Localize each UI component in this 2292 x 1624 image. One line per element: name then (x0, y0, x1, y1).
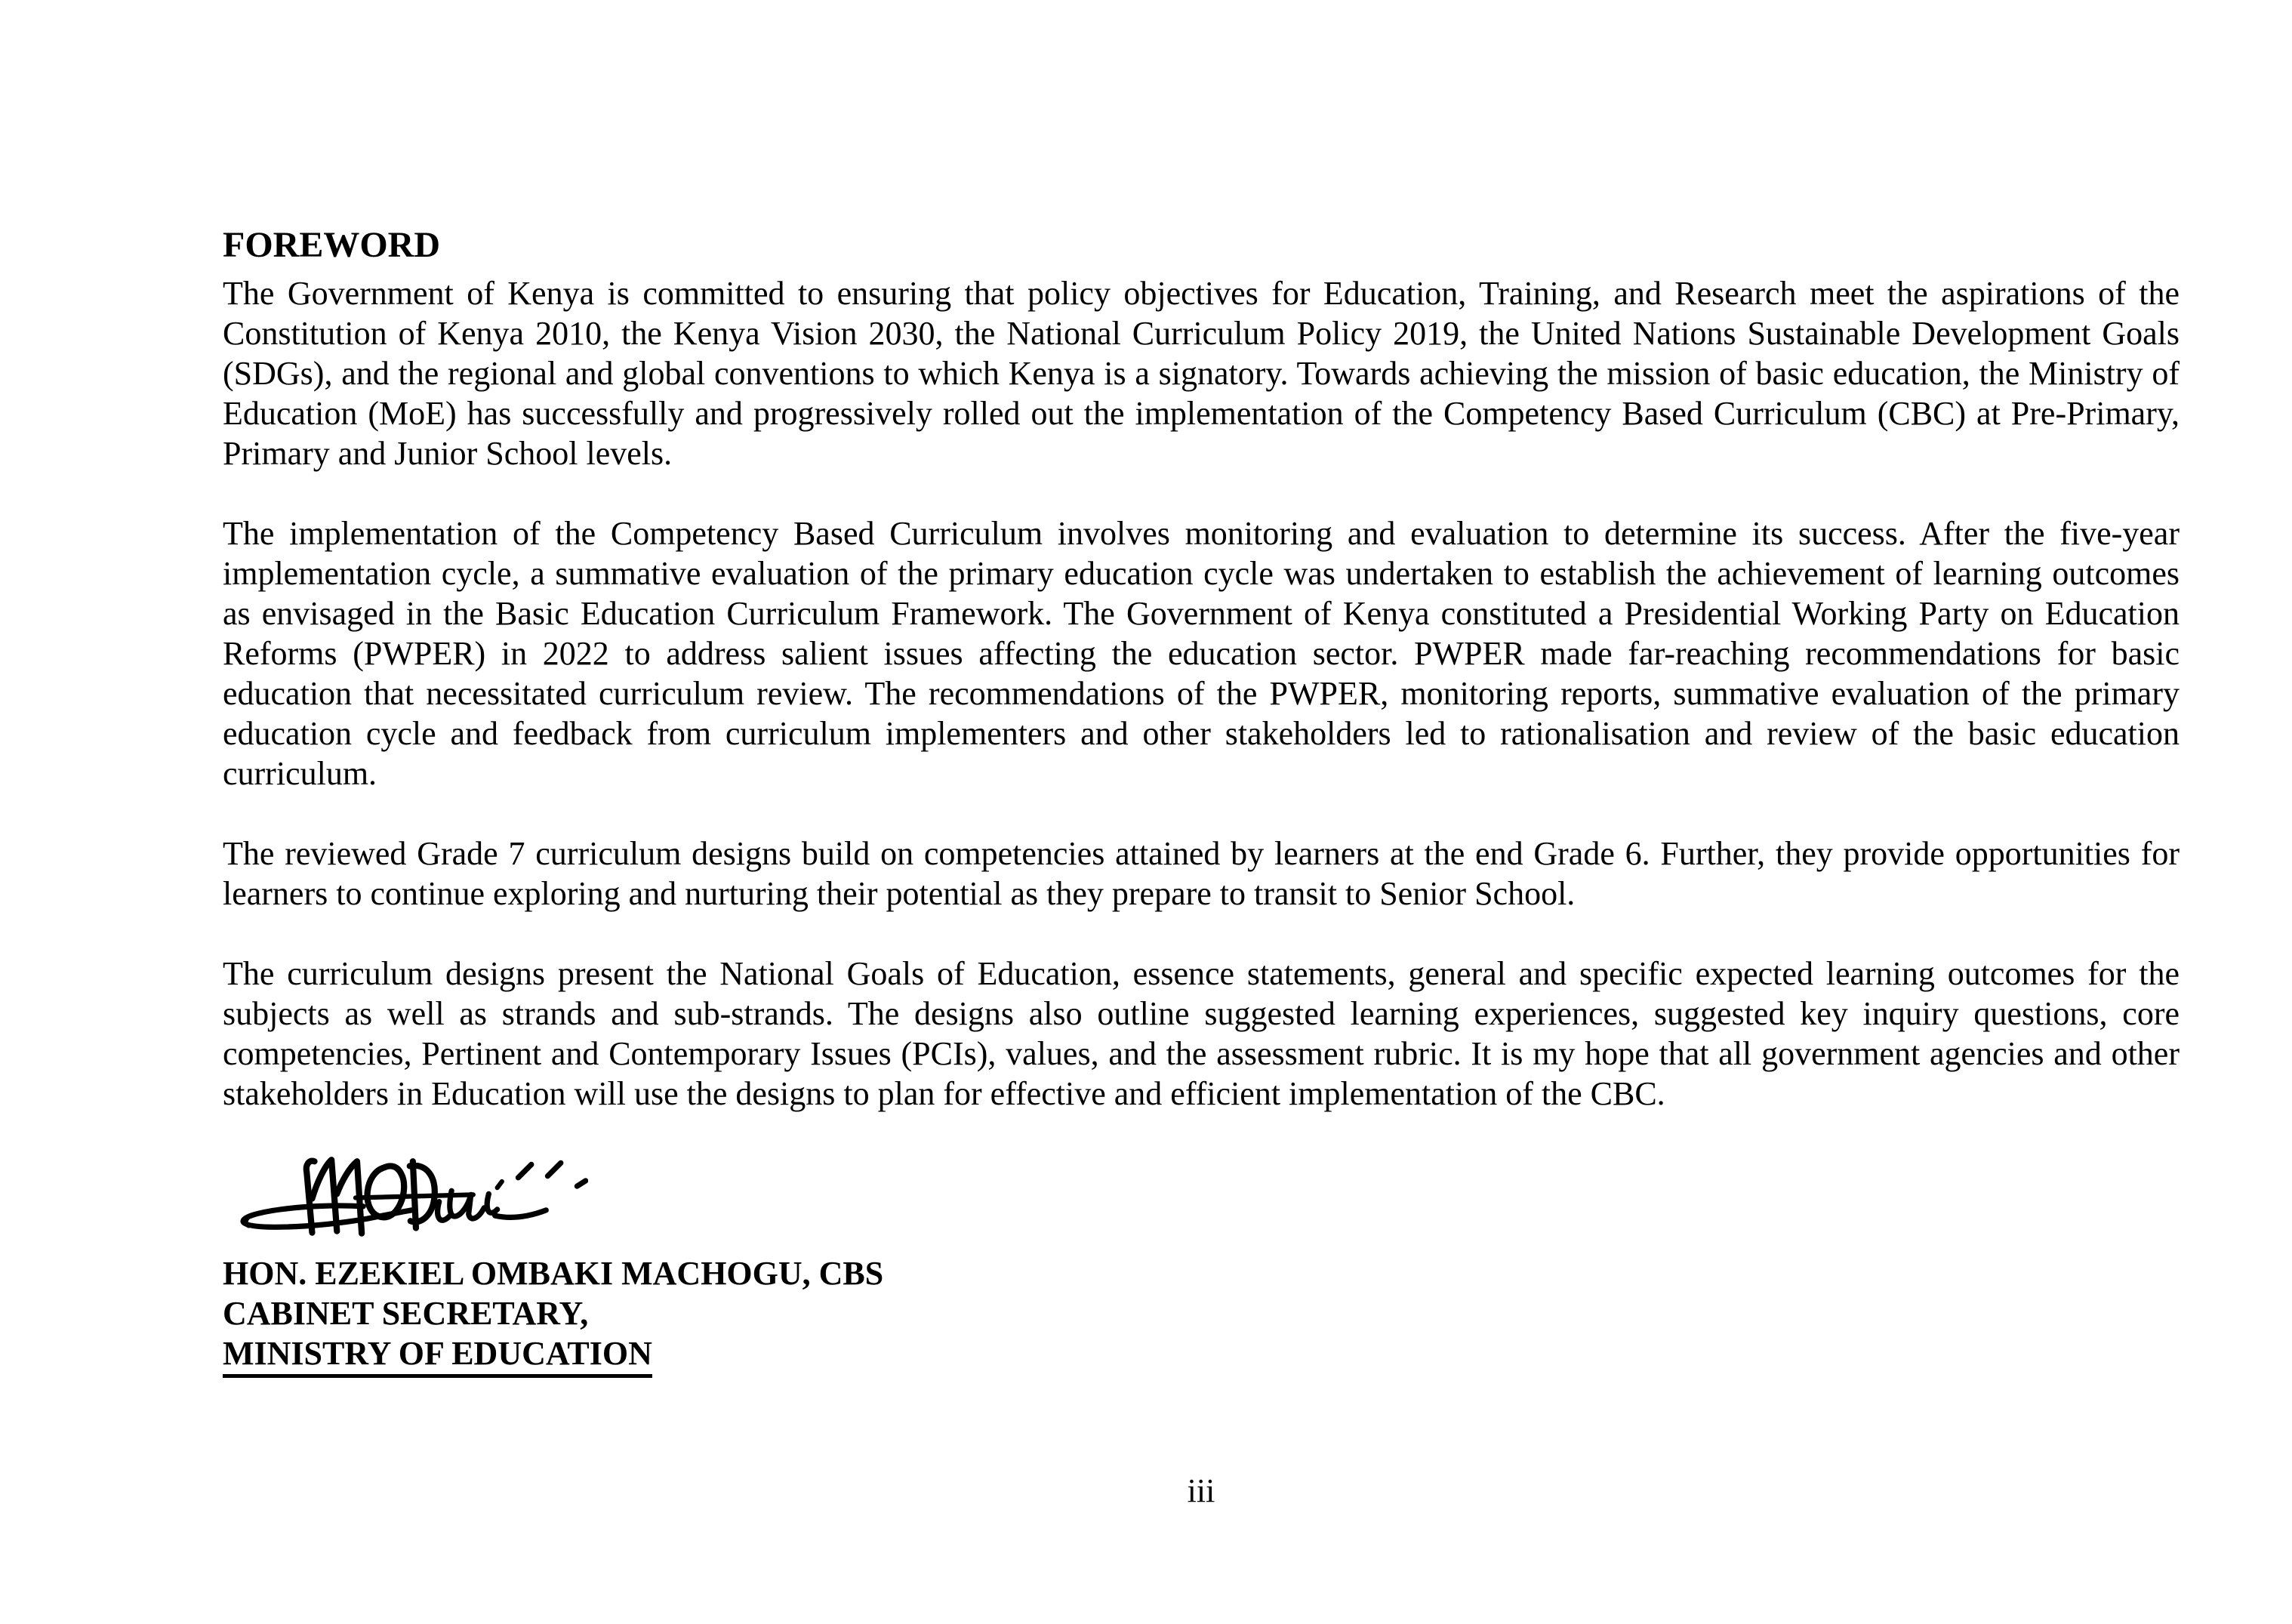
paragraph-grade7-designs: The reviewed Grade 7 curriculum designs build on competencies attained by learners at the end Grade 6. Further, they provide opportunities for learners to continue exploring and nurturing their potential as they prepare to transit to Senior School. (223, 835, 2180, 912)
page-number: iii (1187, 1472, 1215, 1509)
paragraph-curriculum-contents: The curriculum designs present the National Goals of Education, essence statements, general and specific expected learning outcomes for the subjects as well as strands and sub-strands. The designs also outline suggested learning experiences, suggested key inquiry questions, core competencies, Pertinent and Contemporary Issues (PCIs), values, and the assessment rubric. It is my hope that all government agencies and other stakeholders in Education will use the designs to plan for effective and efficient implementation of the CBC. (223, 955, 2180, 1112)
paragraph-policy-commitment: The Government of Kenya is committed to ensuring that policy objectives for Education, Training, and Research meet the aspirations of the Constitution of Kenya 2010, the Kenya Vision 2030, the National Curriculum Policy 2019, the United Nations Sustainable Development Goals (SDGs), and the regional and global conventions to which Kenya is a signatory. Towards achieving the mission of basic education, the Ministry of Education (MoE) has successfully and progressively rolled out the implementation of the Competency Based Curriculum (CBC) at Pre-Primary, Primary and Junior School levels. (223, 275, 2180, 472)
foreword-heading: FOREWORD (223, 225, 440, 265)
signature-image (239, 1154, 2180, 1243)
signatory-title: CABINET SECRETARY, (223, 1295, 589, 1332)
foreword-section (223, 223, 2180, 1378)
signatory-name: HON. EZEKIEL OMBAKI MACHOGU, CBS (223, 1255, 884, 1292)
signatory-organization: MINISTRY OF EDUCATION (223, 1333, 652, 1378)
paragraph-cbc-implementation: The implementation of the Competency Based Curriculum involves monitoring and evaluation to determine its success. After the five-year implementation cycle, a summative evaluation of the primary education cycle was undertaken to establish the achievement of learning outcomes as envisaged in the Basic Education Curriculum Framework. The Government of Kenya constituted a Presidential Working Party on Education Reforms (PWPER) in 2022 to address salient issues affecting the education sector. PWPER made far-reaching recommendations for basic education that necessitated curriculum review. The recommendations of the PWPER, monitoring reports, summative evaluation of the primary education cycle and feedback from curriculum implementers and other stakeholders led to rationalisation and review of the basic education curriculum. (223, 515, 2180, 792)
signatory-organization-row (223, 1333, 2180, 1378)
